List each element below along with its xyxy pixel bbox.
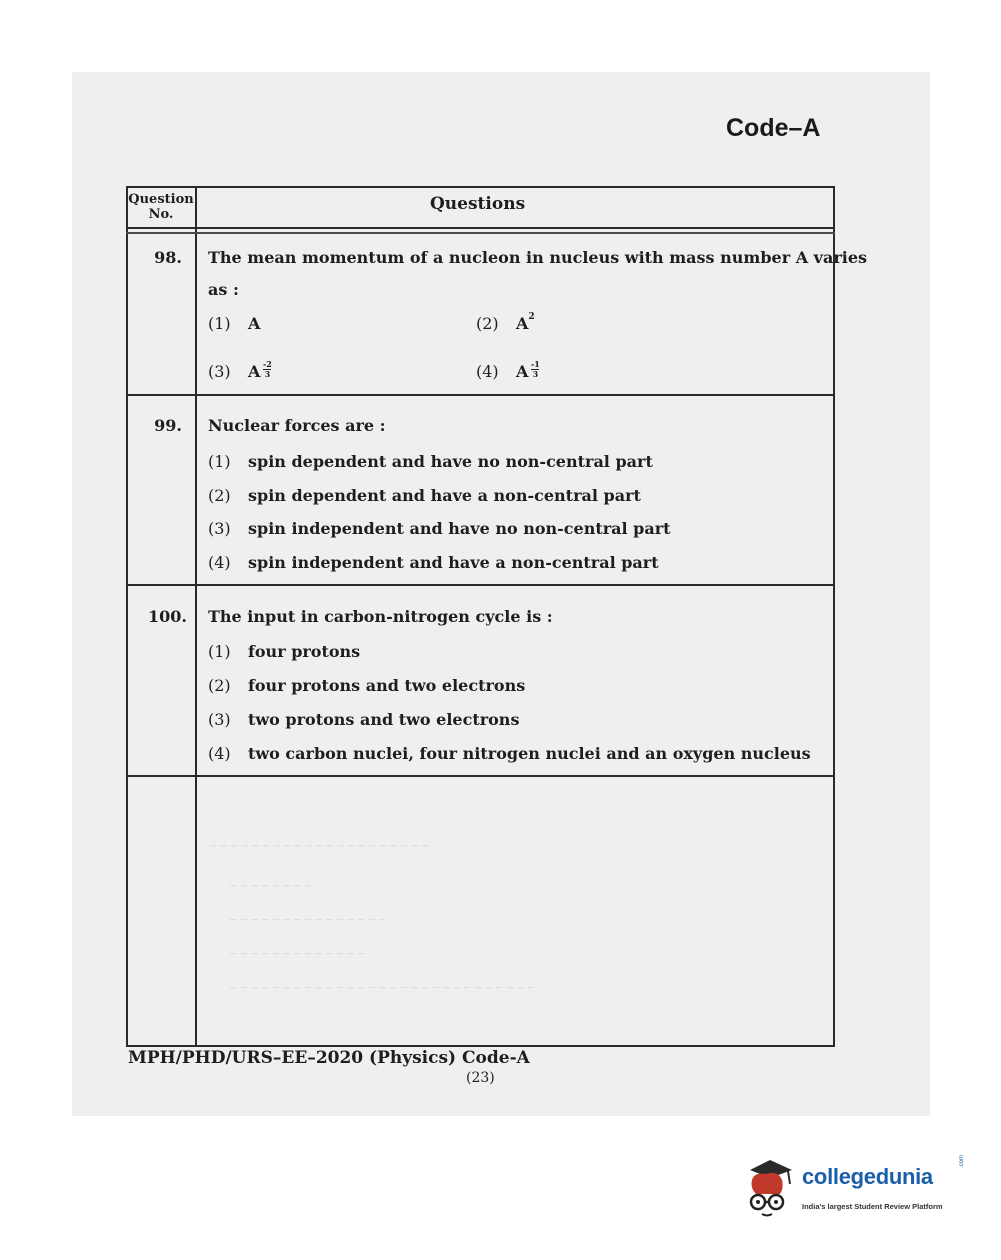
question-number: 100. xyxy=(148,607,187,626)
show-through: _ _ _ _ _ _ _ _ _ _ _ _ _ _ _ _ _ _ _ _ _ _ _ _ _ _ _ _ _ xyxy=(230,974,535,989)
fraction-exponent xyxy=(530,359,540,379)
show-through: _ _ _ _ _ _ _ _ _ _ _ _ _ _ _ xyxy=(230,906,386,921)
option-text: spin independent and have no non-central part xyxy=(248,519,671,538)
option-label: (3) xyxy=(208,710,231,729)
option-label: (2) xyxy=(208,486,231,505)
column-divider xyxy=(195,186,197,1047)
question-text: The input in carbon-nitrogen cycle is : xyxy=(208,607,553,626)
row-divider xyxy=(126,394,835,396)
option-text: spin independent and have a non-central part xyxy=(248,553,659,572)
option-base: A xyxy=(516,314,529,333)
option-label: (4) xyxy=(476,362,499,381)
option xyxy=(208,486,641,505)
paper-code: Code–A xyxy=(726,114,821,142)
page-number: (23) xyxy=(466,1070,495,1086)
option xyxy=(208,452,653,471)
collegedunia-logo[interactable] xyxy=(744,1154,974,1224)
brand-tagline: India's largest Student Review Platform xyxy=(802,1202,943,1211)
column-header-questions: Questions xyxy=(430,194,526,214)
option xyxy=(476,314,535,333)
option-text: four protons xyxy=(248,642,361,661)
option-base: A xyxy=(248,314,261,333)
option-text: spin dependent and have a non-central part xyxy=(248,486,641,505)
brand-suffix: .com xyxy=(959,1154,965,1168)
question-text-cont: as : xyxy=(208,280,239,299)
option xyxy=(208,710,519,729)
exponent-numerator: -2 xyxy=(262,359,272,369)
option-label: (2) xyxy=(476,314,499,333)
option xyxy=(476,359,540,381)
row-divider xyxy=(126,584,835,586)
option-label: (4) xyxy=(208,744,231,763)
exponent-numerator: -1 xyxy=(530,359,540,369)
exponent-denominator: 3 xyxy=(532,369,539,379)
option-base: A xyxy=(248,362,261,381)
option-text: two carbon nuclei, four nitrogen nuclei and an oxygen nucleus xyxy=(248,744,811,763)
row-divider xyxy=(126,775,835,777)
question-number: 99. xyxy=(154,416,182,435)
option xyxy=(208,642,360,661)
mascot-icon xyxy=(744,1158,798,1220)
option xyxy=(208,744,811,763)
exponent-denominator: 3 xyxy=(264,369,271,379)
option-base: A xyxy=(516,362,529,381)
footer-paper-code: MPH/PHD/URS–EE–2020 (Physics) Code-A xyxy=(128,1048,530,1068)
option-text: spin dependent and have no non-central part xyxy=(248,452,653,471)
header-divider-double xyxy=(126,232,835,234)
option xyxy=(208,676,525,695)
question-text: Nuclear forces are : xyxy=(208,416,386,435)
option xyxy=(208,359,272,381)
option xyxy=(208,519,671,538)
show-through: _ _ _ _ _ _ _ _ _ _ _ _ _ xyxy=(230,940,365,955)
option-label: (1) xyxy=(208,642,231,661)
option xyxy=(208,553,659,572)
show-through: _ _ _ _ _ _ _ _ xyxy=(230,872,311,887)
option xyxy=(208,314,260,333)
option-text: four protons and two electrons xyxy=(248,676,526,695)
option-label: (2) xyxy=(208,676,231,695)
option-label: (1) xyxy=(208,314,231,333)
fraction-exponent xyxy=(262,359,272,379)
option-text: two protons and two electrons xyxy=(248,710,520,729)
option-label: (4) xyxy=(208,553,231,572)
option-label: (3) xyxy=(208,362,231,381)
option-label: (1) xyxy=(208,452,231,471)
brand-name: collegedunia xyxy=(802,1164,933,1189)
option-exponent: 2 xyxy=(528,312,535,322)
question-number: 98. xyxy=(154,248,182,267)
question-text: The mean momentum of a nucleon in nucleus with mass number A varies xyxy=(208,248,868,267)
column-header-question-no: Question No. xyxy=(128,192,194,222)
show-through: _ _ _ _ _ _ _ _ _ _ _ _ _ _ _ _ _ _ _ _ _ xyxy=(210,832,430,847)
header-divider xyxy=(126,227,835,229)
option-label: (3) xyxy=(208,519,231,538)
